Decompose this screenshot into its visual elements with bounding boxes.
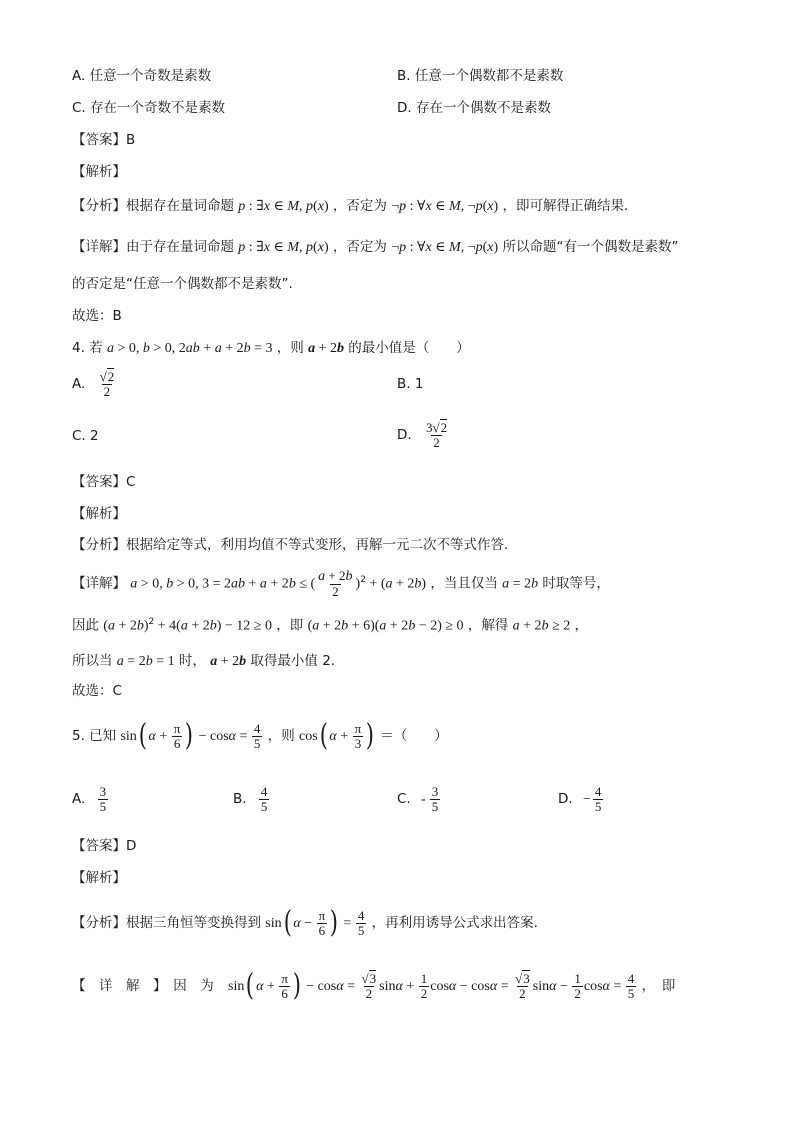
q4-detail-text-1: 【详解】 — [72, 575, 126, 592]
q3-answer: 【答案】B — [72, 132, 136, 148]
q4-stem-text-1: 4. 若 — [72, 340, 103, 356]
q5-analysis: 【分析】根据三角恒等变换得到 sin( α − $\frac{\pi}{6}$ ) = $\frac{4}{5}$ ，再利用诱导公式求出答案. — [72, 905, 538, 940]
q3-choice: 故选：B — [72, 308, 122, 324]
q3-analysis-text-2: ，否定为 — [332, 198, 387, 214]
q4-analysis: 【分析】根据给定等式，利用均值不等式变形，再解一元二次不等式作答. — [72, 537, 509, 553]
q4-line2-text-1: 因此 — [72, 617, 99, 634]
q3-detail: 【详解】由于存在量词命题 p : ∃x ∈ M, p(x) ，否定为 ¬p : ∀x ∈ M, ¬p(x) 所以命题“有一个偶数是素数” — [72, 239, 679, 255]
q3-detail-text-3: 所以命题“有一个偶数是素数” — [502, 239, 679, 255]
q4-line2-text-3: ，解得 — [467, 617, 509, 634]
q4-detail-line2: 因此 $(a + 2b)^2 + 4(a + 2b) - 12 \ge 0$ ，即 (a + 2b + 6)(a + 2b − 2) ≥ 0 ，解得 a + 2b ≥ 2 ， — [72, 617, 589, 634]
q5-stem-text-1: 5. 已知 — [72, 728, 117, 744]
q4-option-a: A. $\frac{√2}{2}$ — [72, 368, 115, 399]
q5-answer: 【答案】D — [72, 838, 137, 854]
q5-analysis-text-1: 【分析】根据三角恒等变换得到 — [72, 915, 261, 931]
q3-detail-line2: 的否定是“任意一个偶数都不是素数”. — [72, 276, 293, 292]
q5-option-d-label: D. — [558, 791, 573, 807]
q4-option-c: C. 2 — [72, 428, 99, 444]
q4-line3-text-1: 所以当 — [72, 653, 113, 669]
q3-option-a: A. 任意一个奇数是素数 — [72, 68, 212, 84]
q4-detail-line3: 所以当 a = 2b = 1 时， a + 2b 取得最小值 2. — [72, 653, 336, 669]
q5-analysis-text-2: ，再利用诱导公式求出答案. — [371, 915, 538, 931]
q3-jiexi-heading: 【解析】 — [72, 164, 126, 180]
q4-option-d: D. $\frac{3√2}{2}$ — [397, 419, 448, 450]
q5-option-d: D. − $\frac{4}{5}$ — [558, 783, 602, 814]
q3-detail-text-2: ，否定为 — [332, 239, 387, 255]
q3-analysis-text-1: 【分析】根据存在量词命题 — [72, 198, 234, 214]
q4-line2-text-2: ，即 — [276, 617, 304, 634]
q5-option-c-label: C. — [397, 791, 411, 807]
q5-detail-text-1: 【 详 解 】 因 为 — [72, 978, 214, 994]
q5-stem: 5. 已知 sin( α + $\frac{\pi}{6}$ ) − cosα = $\frac{4}{5}$ ，则 cos( α + $\frac{\pi}{3}$ ) ＝（ ） — [72, 718, 448, 753]
q5-option-b-label: B. — [233, 791, 247, 807]
q5-option-b: B. $\frac{4}{5}$ — [233, 783, 268, 814]
q4-line2-text-4: ， — [574, 617, 589, 634]
q4-stem-text-2: ，则 — [276, 340, 304, 356]
q3-detail-text-1: 【详解】由于存在量词命题 — [72, 239, 234, 255]
q4-answer: 【答案】C — [72, 474, 136, 490]
q4-stem: 4. 若 a > 0, b > 0, 2ab + a + 2b = 3 ，则 a + 2b 的最小值是（ ） — [72, 340, 470, 356]
q4-detail: 【详解】 a > 0, b > 0, 3 = 2ab + a + 2b ≤ ( $\frac{a + 2b}{2}$ )$^2$ + (a + 2b) ，当且仅当 a = 2b 时取等号， — [72, 567, 610, 599]
q5-detail: 【 详 解 】 因 为 sin( α + $\frac{\pi}{6}$ ) − cosα = $\frac{√3}{2}$ sinα + $\frac{1}{2}$ cosα − cosα = $\frac{√3}{2}$ sinα − $\frac{1}{2}$ cosα = $\frac{4}{5}$ ， 即 — [72, 968, 676, 1003]
q4-stem-text-3: 的最小值是（ ） — [348, 340, 470, 356]
q3-formula-p: p — [238, 199, 246, 214]
q5-stem-text-2: ，则 — [267, 728, 295, 744]
q3-option-b: B. 任意一个偶数都不是素数 — [397, 68, 564, 84]
q4-option-d-label: D. — [397, 427, 412, 443]
q4-jiexi-heading: 【解析】 — [72, 506, 126, 522]
q4-option-a-label: A. — [72, 376, 86, 392]
q3-analysis: 【分析】根据存在量词命题 p : ∃x ∈ M, p(x) ，否定为 ¬p : ∀x ∈ M, ¬p(x) ，即可解得正确结果. — [72, 198, 629, 214]
q4-detail-text-3: 时取等号， — [542, 575, 610, 592]
q5-detail-text-2: ， 即 — [641, 978, 676, 994]
q5-option-a-label: A. — [72, 791, 86, 807]
q5-option-c: C. - $\frac{3}{5}$ — [397, 783, 439, 814]
q5-option-a: A. $\frac{3}{5}$ — [72, 783, 107, 814]
q3-option-d: D. 存在一个偶数不是素数 — [397, 100, 551, 116]
q3-option-c: C. 存在一个奇数不是素数 — [72, 100, 226, 116]
q3-analysis-text-3: ，即可解得正确结果. — [502, 198, 629, 214]
q4-detail-text-2: ，当且仅当 — [430, 575, 498, 592]
q4-option-b: B. 1 — [397, 376, 424, 392]
q4-choice: 故选：C — [72, 683, 122, 699]
q5-jiexi-heading: 【解析】 — [72, 870, 126, 886]
q5-stem-text-3: ＝（ ） — [380, 728, 448, 744]
q4-line3-text-2: 时， — [178, 653, 206, 669]
q4-line3-text-3: 取得最小值 2. — [250, 653, 336, 669]
